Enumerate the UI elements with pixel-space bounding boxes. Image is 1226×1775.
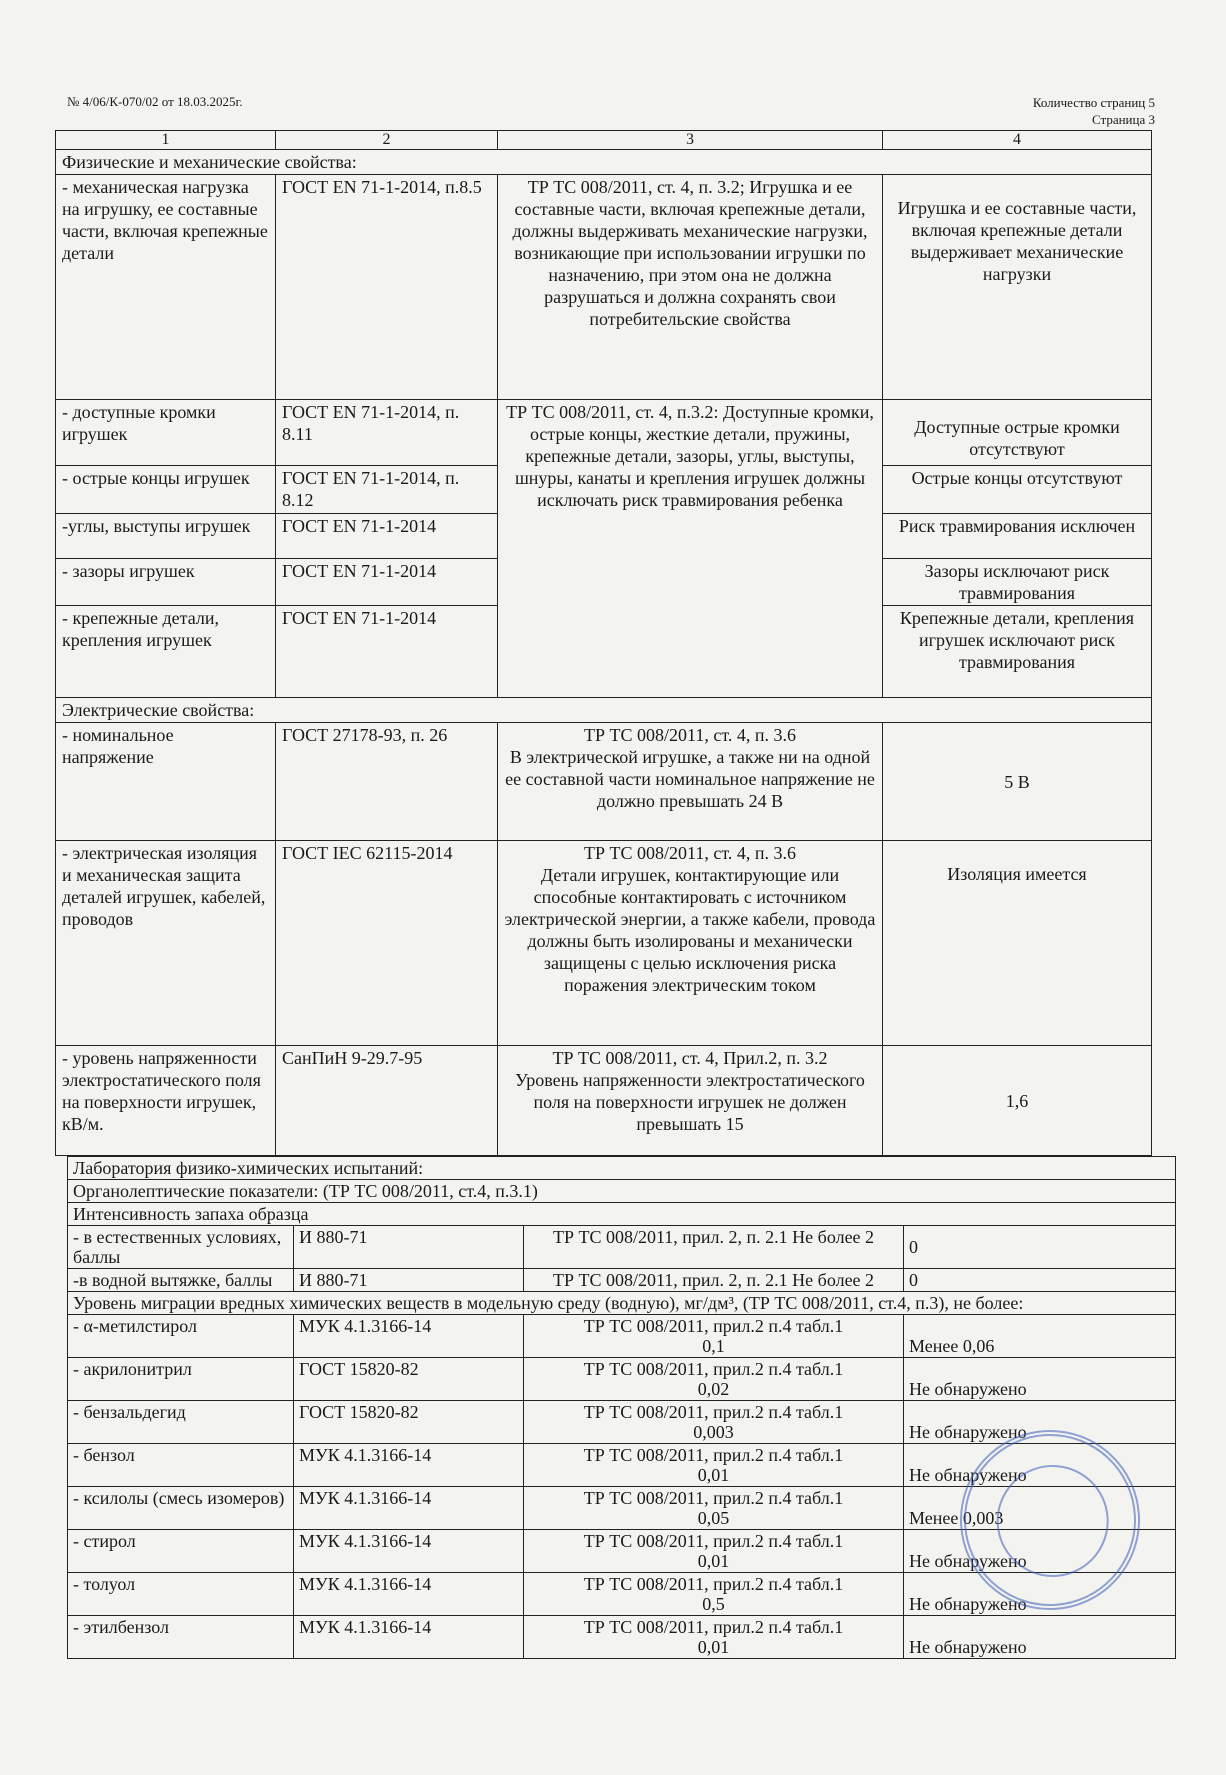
column-number: 4	[883, 131, 1152, 150]
section-heading: Электрические свойства:	[56, 698, 1152, 723]
table-row	[56, 723, 1152, 841]
result-value: Менее 0,003	[904, 1487, 1176, 1530]
result-value: Игрушка и ее составные части, включая крепежные детали выдерживает механические нагрузки	[883, 175, 1152, 400]
table-row	[56, 841, 1152, 1046]
indicator-name: - зазоры игрушек	[56, 559, 276, 606]
column-number: 3	[498, 131, 883, 150]
column-numbers-row	[56, 131, 1152, 150]
section-heading: Лаборатория физико-химических испытаний:	[68, 1157, 1176, 1180]
norm-limit: 0,01	[697, 1551, 730, 1571]
test-method: ГОСТ EN 71-1-2014, п.8.5	[276, 175, 498, 400]
result-value: 0	[904, 1226, 1176, 1269]
norm-text: ТР ТС 008/2011, прил. 2, п. 2.1 Не более 2	[524, 1269, 904, 1292]
indicator-name: - электрическая изоляция и механическая защита деталей игрушек, кабелей, проводов	[56, 841, 276, 1046]
result-value: Доступные острые кромки отсутствуют	[883, 400, 1152, 466]
norm-limit: 0,02	[697, 1379, 730, 1399]
column-number: 2	[276, 131, 498, 150]
norm-reference: ТР ТС 008/2011, прил.2 п.4 табл.1	[583, 1488, 844, 1508]
table-row	[68, 1226, 1176, 1269]
test-method: ГОСТ EN 71-1-2014	[276, 514, 498, 559]
norm-text: ТР ТС 008/2011, прил. 2, п. 2.1 Не более 2	[524, 1226, 904, 1269]
section-heading: Органолептические показатели: (ТР ТС 008/2011, ст.4, п.3.1)	[68, 1180, 1176, 1203]
substance-name: - α-метилстирол	[68, 1315, 294, 1358]
stamp-inner-ring	[978, 1447, 1127, 1596]
document-page	[55, 90, 1155, 1659]
substance-name: - этилбензол	[68, 1616, 294, 1659]
result-value: Зазоры исключают риск травмирования	[883, 559, 1152, 606]
norm-limit: 0,05	[697, 1508, 730, 1528]
result-value: Острые концы отсутствуют	[883, 466, 1152, 514]
doc-number: № 4/06/К-070/02 от 18.03.2025г.	[67, 94, 243, 109]
indicator-name: - доступные кромки игрушек	[56, 400, 276, 466]
table-row	[68, 1358, 1176, 1401]
pages-total: Количество страниц 5	[1032, 95, 1155, 110]
table-row	[68, 1269, 1176, 1292]
result-value: Не обнаружено	[904, 1616, 1176, 1659]
result-value: Риск травмирования исключен	[883, 514, 1152, 559]
test-method: МУК 4.1.3166-14	[294, 1444, 524, 1487]
test-method: ГОСТ 15820-82	[294, 1401, 524, 1444]
indicator-name: - механическая нагрузка на игрушку, ее составные части, включая крепежные детали	[56, 175, 276, 400]
indicator-name: - уровень напряженности электростатического поля на поверхности игрушек, кВ/м.	[56, 1046, 276, 1156]
substance-name: - бензол	[68, 1444, 294, 1487]
result-value: Изоляция имеется	[883, 841, 1152, 1046]
result-value: Крепежные детали, крепления игрушек исключают риск травмирования	[883, 606, 1152, 698]
test-method: И 880-71	[294, 1269, 524, 1292]
page-current: Страница 3	[1091, 112, 1155, 127]
norm-text: ТР ТС 008/2011, ст. 4, п. 3.2; Игрушка и ее составные части, включая крепежные детали, должны выдерживать механические нагрузки, возникающие при использовании игрушки по назначению, при этом она не должна разрушаться и должна сохранять свои потребительские свойства	[498, 175, 883, 400]
norm-text: Уровень напряженности электростатического поля на поверхности игрушек не должен превышать 15	[515, 1070, 865, 1134]
norm-reference: ТР ТС 008/2011, ст. 4, п. 3.6	[584, 725, 796, 745]
test-method: ГОСТ IEC 62115-2014	[276, 841, 498, 1046]
indicator-name: - в естественных условиях, баллы	[68, 1226, 294, 1269]
norm-reference: ТР ТС 008/2011, ст. 4, п. 3.6	[584, 843, 796, 863]
section-heading: Уровень миграции вредных химических веществ в модельную среду (водную), мг/дм³, (ТР ТС 008/2011, ст.4, п.3), не более:	[68, 1292, 1176, 1315]
column-number: 1	[56, 131, 276, 150]
substance-name: - ксилолы (смесь изомеров)	[68, 1487, 294, 1530]
result-value: 0	[904, 1269, 1176, 1292]
table-row	[68, 1401, 1176, 1444]
test-method: МУК 4.1.3166-14	[294, 1315, 524, 1358]
table-row	[68, 1616, 1176, 1659]
test-method: МУК 4.1.3166-14	[294, 1616, 524, 1659]
norm-text: В электрической игрушке, а также ни на одной ее составной части номинальное напряжение не должно превышать 24 В	[505, 747, 875, 811]
substance-name: - стирол	[68, 1530, 294, 1573]
indicator-name: - номинальное напряжение	[56, 723, 276, 841]
norm-reference: ТР ТС 008/2011, прил.2 п.4 табл.1	[583, 1316, 844, 1336]
section-heading: Физические и механические свойства:	[56, 150, 1152, 175]
norm-limit: 0,01	[697, 1465, 730, 1485]
test-method: И 880-71	[294, 1226, 524, 1269]
result-value: Не обнаружено	[904, 1358, 1176, 1401]
result-value: Не обнаружено	[904, 1444, 1176, 1487]
substance-name: - толуол	[68, 1573, 294, 1616]
norm-reference: ТР ТС 008/2011, прил.2 п.4 табл.1	[583, 1617, 844, 1637]
norm-reference: ТР ТС 008/2011, ст. 4, Прил.2, п. 3.2	[552, 1048, 828, 1068]
test-method: МУК 4.1.3166-14	[294, 1487, 524, 1530]
result-value: 1,6	[883, 1046, 1152, 1156]
substance-name: - бензальдегид	[68, 1401, 294, 1444]
table-row	[68, 1315, 1176, 1358]
norm-reference: ТР ТС 008/2011, прил.2 п.4 табл.1	[583, 1402, 844, 1422]
page-header	[55, 90, 1155, 130]
norm-reference: ТР ТС 008/2011, прил.2 п.4 табл.1	[583, 1445, 844, 1465]
test-method: ГОСТ EN 71-1-2014	[276, 559, 498, 606]
norm-limit: 0,1	[702, 1336, 725, 1356]
table-row	[56, 1046, 1152, 1156]
test-method: МУК 4.1.3166-14	[294, 1573, 524, 1616]
norm-reference: ТР ТС 008/2011, прил.2 п.4 табл.1	[583, 1574, 844, 1594]
test-method: ГОСТ EN 71-1-2014, п. 8.11	[276, 400, 498, 466]
test-method: ГОСТ EN 71-1-2014, п. 8.12	[276, 466, 498, 514]
norm-reference: ТР ТС 008/2011, прил.2 п.4 табл.1	[583, 1531, 844, 1551]
table-row	[56, 400, 1152, 466]
norm-text-shared: ТР ТС 008/2011, ст. 4, п.3.2: Доступные кромки, острые концы, жесткие детали, пружины, крепежные детали, зазоры, углы, выступы, шнуры, канаты и крепления игрушек должны исключать риск травмирования ребенка	[498, 400, 883, 698]
test-method: ГОСТ EN 71-1-2014	[276, 606, 498, 698]
norm-limit: 0,01	[697, 1637, 730, 1657]
section-heading: Интенсивность запаха образца	[68, 1203, 1176, 1226]
results-table-upper	[55, 130, 1152, 1156]
norm-limit: 0,5	[702, 1594, 725, 1614]
test-method: ГОСТ 27178-93, п. 26	[276, 723, 498, 841]
indicator-name: - крепежные детали, крепления игрушек	[56, 606, 276, 698]
substance-name: - акрилонитрил	[68, 1358, 294, 1401]
norm-reference: ТР ТС 008/2011, прил.2 п.4 табл.1	[583, 1359, 844, 1379]
norm-limit: 0,003	[693, 1422, 734, 1442]
result-value: Не обнаружено	[904, 1573, 1176, 1616]
result-value: Не обнаружено	[904, 1530, 1176, 1573]
norm-text: Детали игрушек, контактирующие или способные контактировать с источником электрической энергии, а также кабели, провода должны быть изолированы и механически защищены с целью исключения риска поражения электрическим током	[504, 865, 876, 995]
result-value: 5 В	[883, 723, 1152, 841]
indicator-name: -в водной вытяжке, баллы	[68, 1269, 294, 1292]
indicator-name: - острые концы игрушек	[56, 466, 276, 514]
test-method: СанПиН 9-29.7-95	[276, 1046, 498, 1156]
test-method: МУК 4.1.3166-14	[294, 1530, 524, 1573]
indicator-name: -углы, выступы игрушек	[56, 514, 276, 559]
result-value: Менее 0,06	[904, 1315, 1176, 1358]
result-value: Не обнаружено	[904, 1401, 1176, 1444]
table-row	[56, 175, 1152, 400]
test-method: ГОСТ 15820-82	[294, 1358, 524, 1401]
